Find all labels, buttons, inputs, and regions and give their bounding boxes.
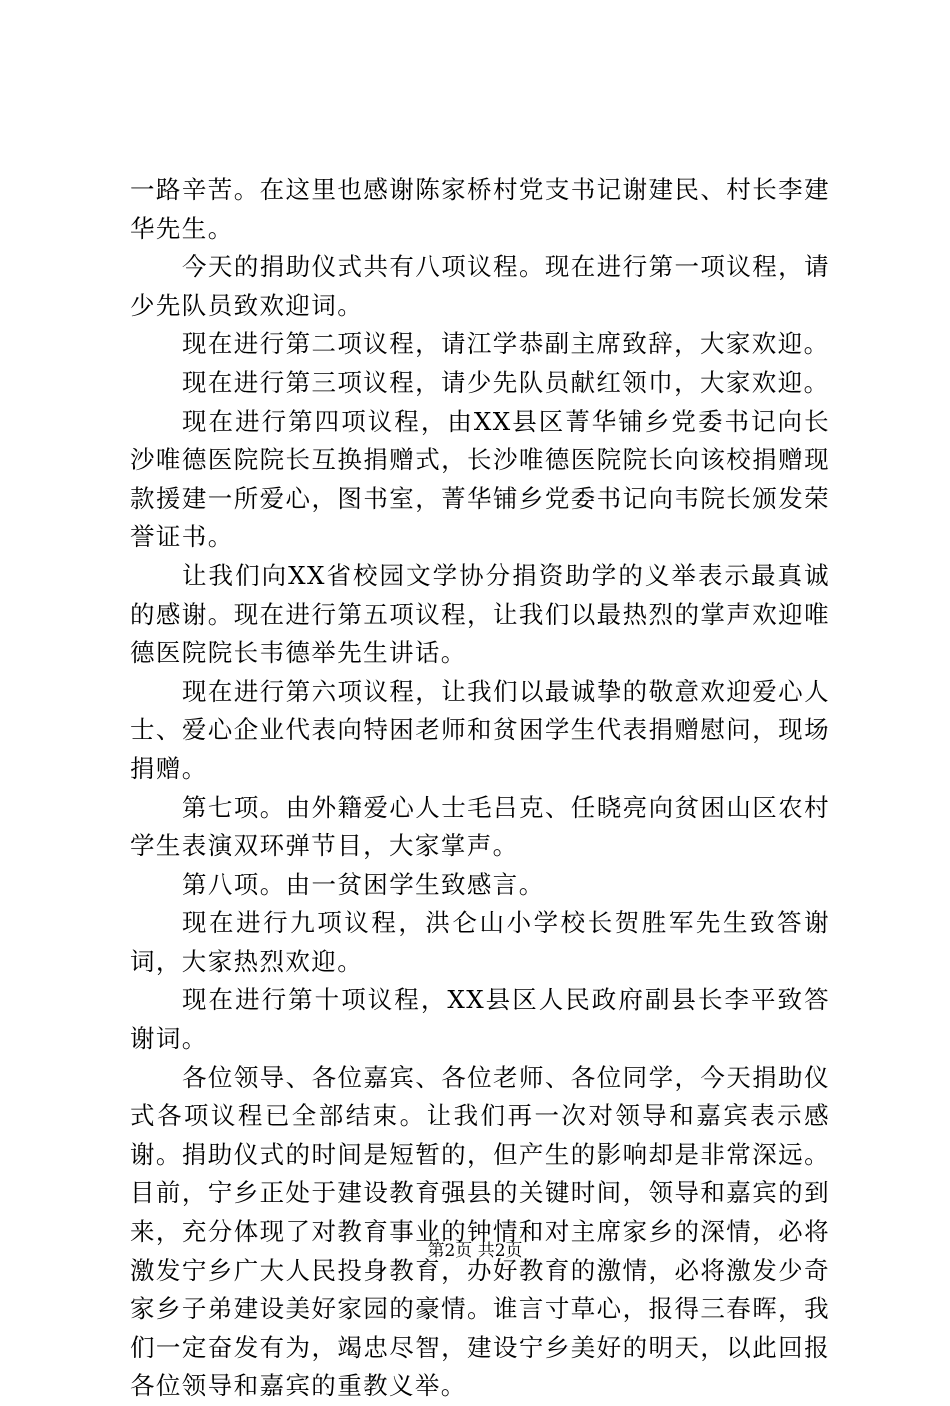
- page-number: 第2页 共2页: [427, 1241, 523, 1261]
- paragraph-agenda-4: 现在进行第四项议程，由XX县区菁华铺乡党委书记向长沙唯德医院院长互换捐赠式，长沙唯德医院院长向该校捐赠现款援建一所爱心，图书室，菁华铺乡党委书记向韦院长颁发荣誉证书。: [130, 406, 830, 552]
- paragraph-agenda-5: 让我们向XX省校园文学协分捐资助学的义举表示最真诚的感谢。现在进行第五项议程，让我们以最热烈的掌声欢迎唯德医院院长韦德举先生讲话。: [130, 560, 830, 668]
- page-footer: [0, 1240, 950, 1262]
- paragraph-agenda-9: 现在进行九项议程，洪仑山小学校长贺胜军先生致答谢词，大家热烈欢迎。: [130, 908, 830, 976]
- paragraph-continuation: 一路辛苦。在这里也感谢陈家桥村党支书记谢建民、村长李建华先生。: [130, 175, 830, 243]
- paragraph-agenda-8: 第八项。由一贫困学生致感言。: [182, 869, 545, 899]
- paragraph-agenda-6: 现在进行第六项议程，让我们以最诚挚的敬意欢迎爱心人士、爱心企业代表向特困老师和贫困学生代表捐赠慰问，现场捐赠。: [130, 676, 830, 783]
- paragraph-agenda-2: 现在进行第二项议程，请江学恭副主席致辞，大家欢迎。: [182, 329, 830, 359]
- paragraph-agenda-10: 现在进行第十项议程，XX县区人民政府副县长李平致答谢词。: [130, 985, 830, 1054]
- paragraph-agenda-3: 现在进行第三项议程，请少先队员献红领巾，大家欢迎。: [182, 367, 830, 397]
- paragraph-closing: 各位领导、各位嘉宾、各位老师、各位同学，今天捐助仪式各项议程已全部结束。让我们再一次对领导和嘉宾表示感谢。捐助仪式的时间是短暂的，但产生的影响却是非常深远。目前，宁乡正处于建设教育强县的关键时间，领导和嘉宾的到来，充分体现了对教育事业的钟情和对主席家乡的深情，必将激发宁乡广大人民投身教育，办好教育的激情，必将激发少奇家乡子弟建设美好家园的豪情。谁言寸草心，报得三春晖，我们一定奋发有为，竭忠尽智，建设宁乡美好的明天，以此回报各位领导和嘉宾的重教义举。: [130, 1062, 830, 1401]
- document-body: [130, 171, 830, 1406]
- paragraph-agenda-7: 第七项。由外籍爱心人士毛吕克、任晓亮向贫困山区农村学生表演双环弹节目，大家掌声。: [130, 792, 830, 861]
- paragraph-agenda-intro: 今天的捐助仪式共有八项议程。现在进行第一项议程，请少先队员致欢迎词。: [130, 252, 830, 320]
